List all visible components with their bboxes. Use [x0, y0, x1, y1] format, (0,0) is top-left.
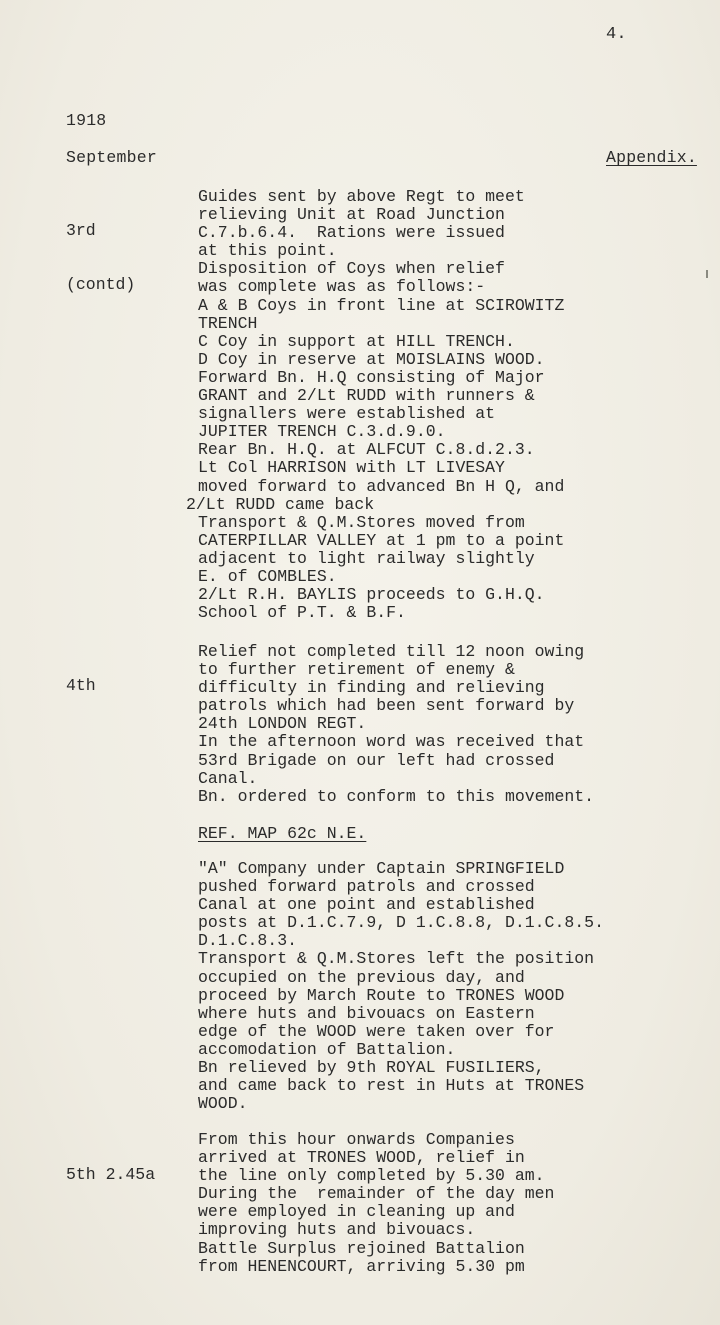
entry-line: Canal.: [198, 768, 258, 788]
entry-line: Bn. ordered to conform to this movement.: [198, 786, 595, 806]
appendix-heading: Appendix.: [606, 148, 697, 167]
entry-line: the line only completed by 5.30 am.: [198, 1166, 545, 1186]
entry-line: GRANT and 2/Lt RUDD with runners &: [198, 386, 535, 406]
entry-line: moved forward to advanced Bn H Q, and: [198, 476, 565, 496]
entry-line: arrived at TRONES WOOD, relief in: [198, 1148, 525, 1168]
entry-line: E. of COMBLES.: [198, 566, 337, 586]
entry-line: and came back to rest in Huts at TRONES: [198, 1076, 585, 1096]
diary-entry: [198, 643, 594, 806]
entry-line: Rear Bn. H.Q. at ALFCUT C.8.d.2.3.: [198, 440, 535, 460]
entry-line: Lt Col HARRISON with LT LIVESAY: [198, 458, 505, 478]
entry-line: CATERPILLAR VALLEY at 1 pm to a point: [198, 530, 565, 550]
entry-date: [66, 1130, 155, 1220]
entry-line: JUPITER TRENCH C.3.d.9.0.: [198, 422, 446, 442]
entry-line: A & B Coys in front line at SCIROWITZ: [198, 295, 565, 315]
diary-entry: [186, 187, 565, 623]
entry-line: TRENCH: [198, 313, 258, 333]
entry-line: 2/Lt R.H. BAYLIS proceeds to G.H.Q.: [198, 585, 545, 605]
page-number: 4.: [606, 25, 627, 44]
entry-line: WOOD.: [198, 1094, 248, 1114]
entry-line: relieving Unit at Road Junction: [198, 205, 505, 225]
entry-date: [66, 641, 106, 731]
diary-entry: [198, 1131, 554, 1276]
entry-line: where huts and bivouacs on Eastern: [198, 1003, 535, 1023]
entry-line: "A" Company under Captain SPRINGFIELD: [198, 859, 565, 878]
date-line: 4th: [66, 676, 96, 695]
entry-line: In the afternoon word was received that: [198, 732, 585, 752]
entry-line: posts at D.1.C.7.9, D 1.C.8.8, D.1.C.8.5.: [198, 913, 604, 933]
map-reference: REF. MAP 62c N.E.: [198, 824, 367, 843]
entry-line: at this point.: [198, 241, 337, 261]
entry-line: adjacent to light railway slightly: [198, 548, 535, 568]
entry-line: Transport & Q.M.Stores left the position: [198, 949, 595, 969]
date-line: (contd): [66, 275, 136, 294]
month-heading: September: [66, 148, 157, 167]
entry-line: accomodation of Battalion.: [198, 1039, 456, 1059]
entry-line: to further retirement of enemy &: [198, 660, 515, 680]
entry-line: was complete was as follows:-: [198, 277, 486, 297]
entry-line: improving huts and bivouacs.: [198, 1220, 476, 1240]
margin-mark: [706, 270, 708, 278]
entry-line: Transport & Q.M.Stores moved from: [198, 512, 525, 532]
entry-line: difficulty in finding and relieving: [198, 678, 545, 698]
entry-line: C Coy in support at HILL TRENCH.: [198, 331, 515, 351]
entry-line: Battle Surplus rejoined Battalion: [198, 1238, 525, 1258]
entry-line: patrols which had been sent forward by: [198, 696, 575, 716]
entry-line: proceed by March Route to TRONES WOOD: [198, 985, 565, 1005]
entry-line: Relief not completed till 12 noon owing: [198, 642, 585, 661]
entry-line: 24th LONDON REGT.: [198, 714, 367, 734]
entry-line: Canal at one point and established: [198, 895, 535, 915]
entry-line: occupied on the previous day, and: [198, 967, 525, 987]
entry-line: Bn relieved by 9th ROYAL FUSILIERS,: [198, 1058, 545, 1078]
entry-line: edge of the WOOD were taken over for: [198, 1021, 555, 1041]
entry-line: Disposition of Coys when relief: [198, 259, 505, 279]
entry-line: From this hour onwards Companies: [198, 1130, 515, 1149]
entry-line: were employed in cleaning up and: [198, 1202, 515, 1222]
entry-line: During the remainder of the day men: [198, 1184, 555, 1204]
entry-line: D.1.C.8.3.: [198, 931, 298, 951]
entry-line: 53rd Brigade on our left had crossed: [198, 750, 555, 770]
entry-line: 2/Lt RUDD came back: [186, 494, 375, 514]
date-line: 5th 2.45a: [66, 1165, 156, 1184]
entry-line: pushed forward patrols and crossed: [198, 877, 535, 897]
entry-line: Forward Bn. H.Q consisting of Major: [198, 367, 545, 387]
entry-line: Guides sent by above Regt to meet: [198, 187, 525, 206]
year-heading: 1918: [66, 111, 107, 130]
entry-line: School of P.T. & B.F.: [198, 603, 406, 623]
entry-line: from HENENCOURT, arriving 5.30 pm: [198, 1256, 525, 1276]
date-line: 3rd: [66, 221, 96, 240]
entry-date: [66, 186, 135, 330]
diary-entry: [198, 860, 604, 1113]
entry-line: signallers were established at: [198, 404, 496, 424]
entry-line: D Coy in reserve at MOISLAINS WOOD.: [198, 349, 545, 369]
entry-line: C.7.b.6.4. Rations were issued: [198, 223, 505, 243]
